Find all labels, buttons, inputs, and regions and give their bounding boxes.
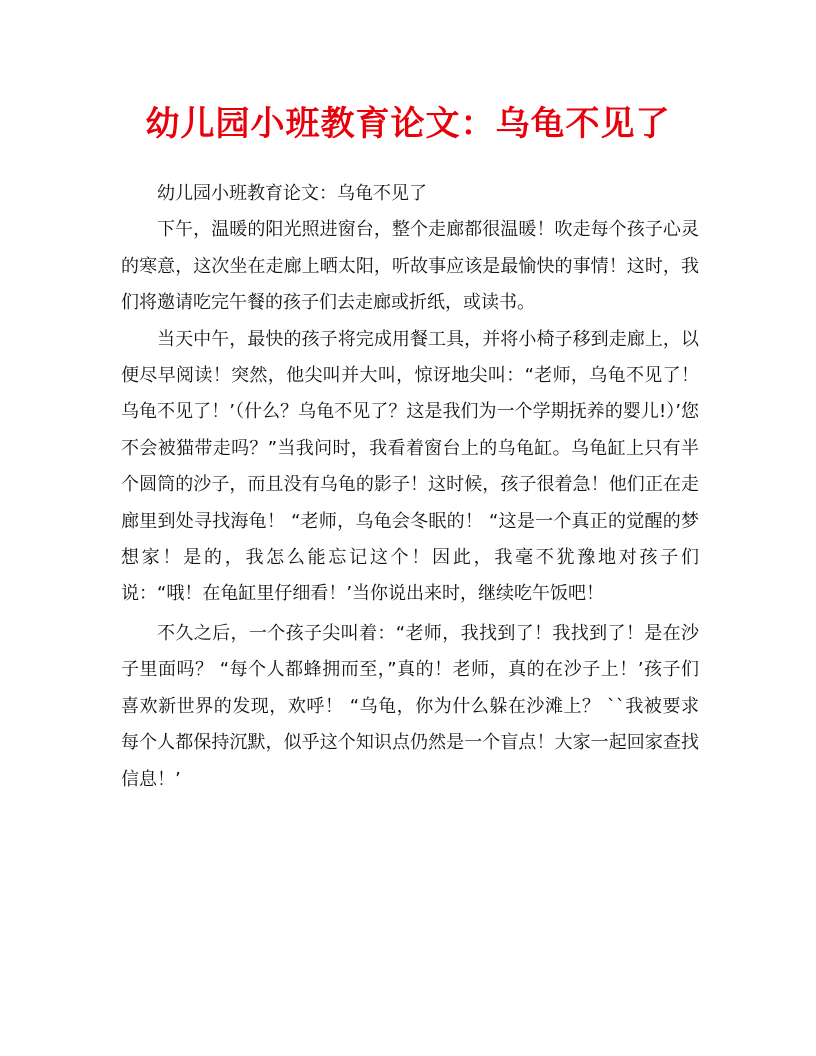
document-title: 幼儿园小班教育论文：乌龟不见了 bbox=[145, 104, 671, 144]
paragraph-1: 下午，温暖的阳光照进窗台，整个走廊都很温暖！吹走每个孩子心灵的寒意，这次坐在走廊上晒太阳，听故事应该是最愉快的事情！这时，我们将邀请吃完午餐的孩子们去走廊或折纸，或读书。 bbox=[121, 219, 699, 314]
paragraph-subtitle: 幼儿园小班教育论文：乌龟不见了 bbox=[157, 183, 427, 204]
document-body bbox=[121, 176, 699, 798]
paragraph-2: 当天中午，最快的孩子将完成用餐工具，并将小椅子移到走廊上，以便尽早阅读！突然，他尖叫并大叫，惊讶地尖叫：“老师，乌龟不见了！乌龟不见了！’（什么？乌龟不见了？这是我们为一个学期抚养的婴儿!）’您不会被猫带走吗？”当我问时，我看着窗台上的乌龟缸。乌龟缸上只有半个圆筒的沙子，而且没有乌龟的影子！这时候，孩子很着急！他们正在走廊里到处寻找海龟！ “老师，乌龟会冬眠的！ “这是一个真正的觉醒的梦想家！是的，我怎么能忘记这个！因此，我毫不犹豫地对孩子们说：“哦！在龟缸里仔细看！’当你说出来时，继续吃午饭吧！ bbox=[121, 328, 699, 605]
paragraph-3: 不久之后，一个孩子尖叫着：“老师，我找到了！我找到了！是在沙子里面吗？ “每个人都蜂拥而至，”真的！老师，真的在沙子上！’孩子们喜欢新世界的发现，欢呼！ “乌龟，你为什么躲在沙滩上？ ``我被要求每个人都保持沉默，似乎这个知识点仍然是一个盲点！大家一起回家查找信息！’ bbox=[121, 622, 699, 790]
